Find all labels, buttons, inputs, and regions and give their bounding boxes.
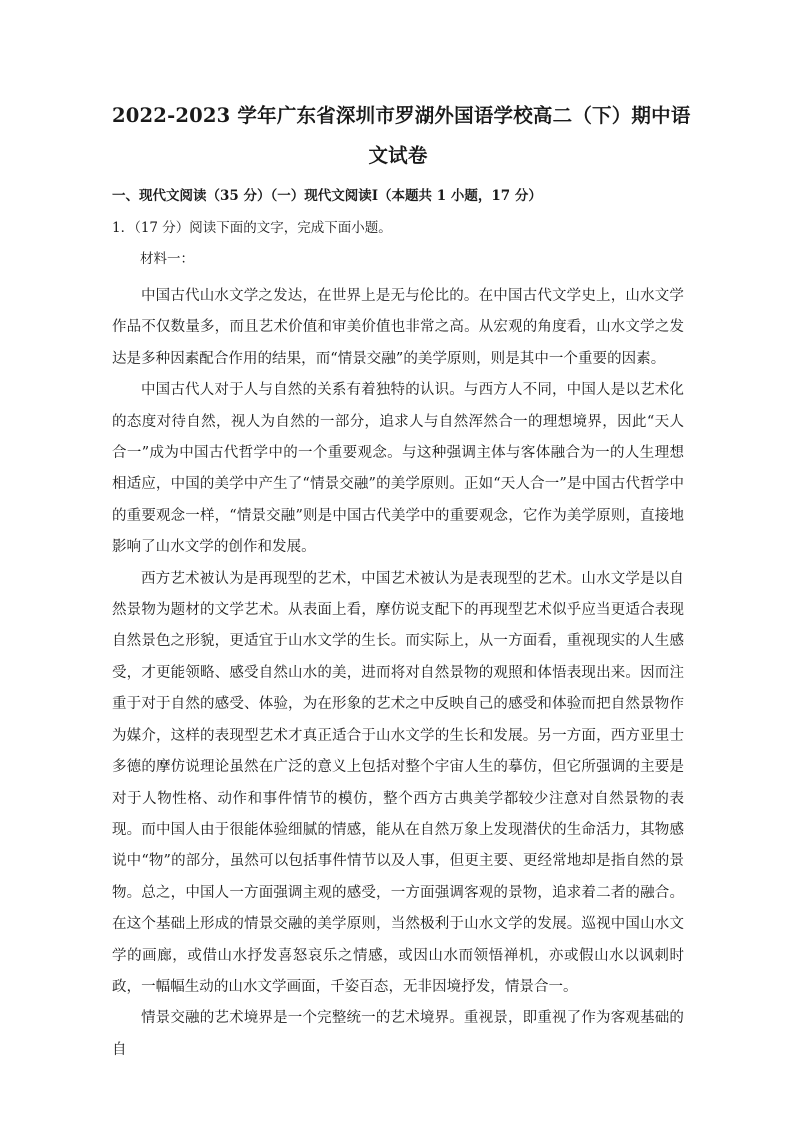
- title-line-1: 2022-2023 学年广东省深圳市罗湖外国语学校高二（下）期中语: [112, 104, 691, 127]
- paragraph-2: 中国古代人对于人与自然的关系有着独特的认识。与西方人不同，中国人是以艺术化的态度对待自然，视人为自然的一部分，追求人与自然浑然合一的理想境界，因此“天人合一”成为中国古代哲学中的一个重要观念。与这种强调主体与客体融合为一的人生理想相适应，中国的美学中产生了“情景交融”的美学原则。正如“天人合一”是中国古代哲学中的重要观念一样，“情景交融”则是中国古代美学中的重要观念，它作为美学原则，直接地影响了山水文学的创作和发展。: [112, 382, 684, 556]
- paragraph-1: 中国古代山水文学之发达，在世界上是无与伦比的。在中国古代文学史上，山水文学作品不仅数量多，而且艺术价值和审美价值也非常之高。从宏观的角度看，山水文学之发达是多种因素配合作用的结果，而“情景交融”的美学原则，则是其中一个重要的因素。: [112, 288, 684, 367]
- document-body: [112, 96, 691, 1066]
- document-title: [112, 96, 691, 176]
- title-line-2: 文试卷: [368, 144, 428, 167]
- paragraph-4: 情景交融的艺术境界是一个完整统一的艺术境界。重视景，即重视了作为客观基础的自: [112, 1010, 684, 1058]
- section-heading: 一、现代文阅读（35 分）（一）现代文阅读Ⅰ（本题共 1 小题，17 分）: [112, 188, 542, 204]
- passage: [112, 281, 684, 1066]
- question-prompt: 1．（17 分）阅读下面的文字，完成下面小题。: [112, 220, 392, 236]
- paragraph-3: 西方艺术被认为是再现型的艺术，中国艺术被认为是表现型的艺术。山水文学是以自然景物为题材的文学艺术。从表面上看，摩仿说支配下的再现型艺术似乎应当更适合表现自然景色之形貌，更适宜于山水文学的生长。而实际上，从一方面看，重视现实的人生感受，才更能领略、感受自然山水的美，进而将对自然景物的观照和体悟表现出来。因而注重于对于自然的感受、体验，为在形象的艺术之中反映自己的感受和体验而把自然景物作为媒介，这样的表现型艺术才真正适合于山水文学的生长和发展。另一方面，西方亚里士多德的摩仿说理论虽然在广泛的意义上包括对整个宇宙人生的摹仿，但它所强调的主要是对于人物性格、动作和事件情节的模仿，整个西方古典美学都较少注意对自然景物的表现。而中国人由于很能体验细腻的情感，能从在自然万象上发现潜伏的生命活力，其物感说中“物”的部分，虽然可以包括事件情节以及人事，但更主要、更经常地却是指自然的景物。总之，中国人一方面强调主观的感受，一方面强调客观的景物，追求着二者的融合。在这个基础上形成的情景交融的美学原则，当然极利于山水文学的发展。巡视中国山水文学的画廊，或借山水抒发喜怒哀乐之情感，或因山水而领悟禅机，亦或假山水以讽刺时政，一幅幅生动的山水文学画面，千姿百态，无非因境抒发，情景合一。: [112, 570, 684, 995]
- material-label: 材料一：: [140, 251, 194, 267]
